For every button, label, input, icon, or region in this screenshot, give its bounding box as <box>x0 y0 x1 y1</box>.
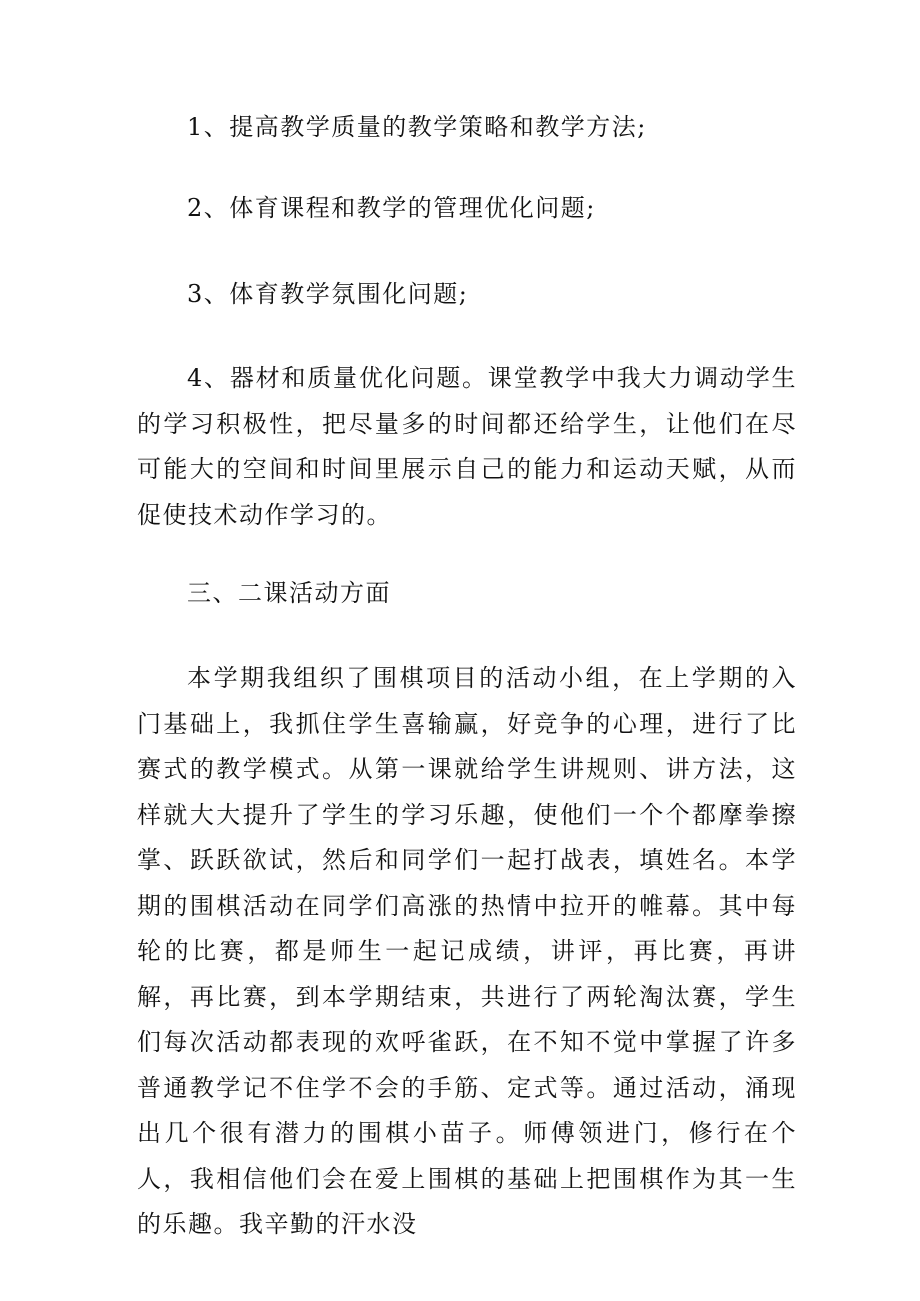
section-heading: 三、二课活动方面 <box>187 579 391 607</box>
list-item-2: 2、体育课程和教学的管理优化问题; <box>187 194 596 222</box>
list-item-1: 1、提高教学质量的教学策略和教学方法; <box>187 113 647 141</box>
body-paragraph: 本学期我组织了围棋项目的活动小组，在上学期的入门基础上，我抓住学生喜输赢，好竞争的心理，进行了比赛式的教学模式。从第一课就给学生讲规则、讲方法，这样就大大提升了学生的学习乐趣，使他们一个个都摩拳擦掌、跃跃欲试，然后和同学们一起打战表，填姓名。本学期的围棋活动在同学们高涨的热情中拉开的帷幕。其中每轮的比赛，都是师生一起记成绩，讲评，再比赛，再讲解，再比赛，到本学期结束，共进行了两轮淘汰赛，学生们每次活动都表现的欢呼雀跃，在不知不觉中掌握了许多普通教学记不住学不会的手筋、定式等。通过活动，涌现出几个很有潜力的围棋小苗子。师傅领进门，修行在个人，我相信他们会在爱上围棋的基础上把围棋作为其一生的乐趣。我辛勤的汗水没 <box>137 664 797 1238</box>
list-item-3: 3、体育教学氛围化问题; <box>187 280 469 308</box>
list-item-4: 4、器材和质量优化问题。课堂教学中我大力调动学生的学习积极性，把尽量多的时间都还给学生，让他们在尽可能大的空间和时间里展示自己的能力和运动天赋，从而促使技术动作学习的。 <box>137 364 797 529</box>
